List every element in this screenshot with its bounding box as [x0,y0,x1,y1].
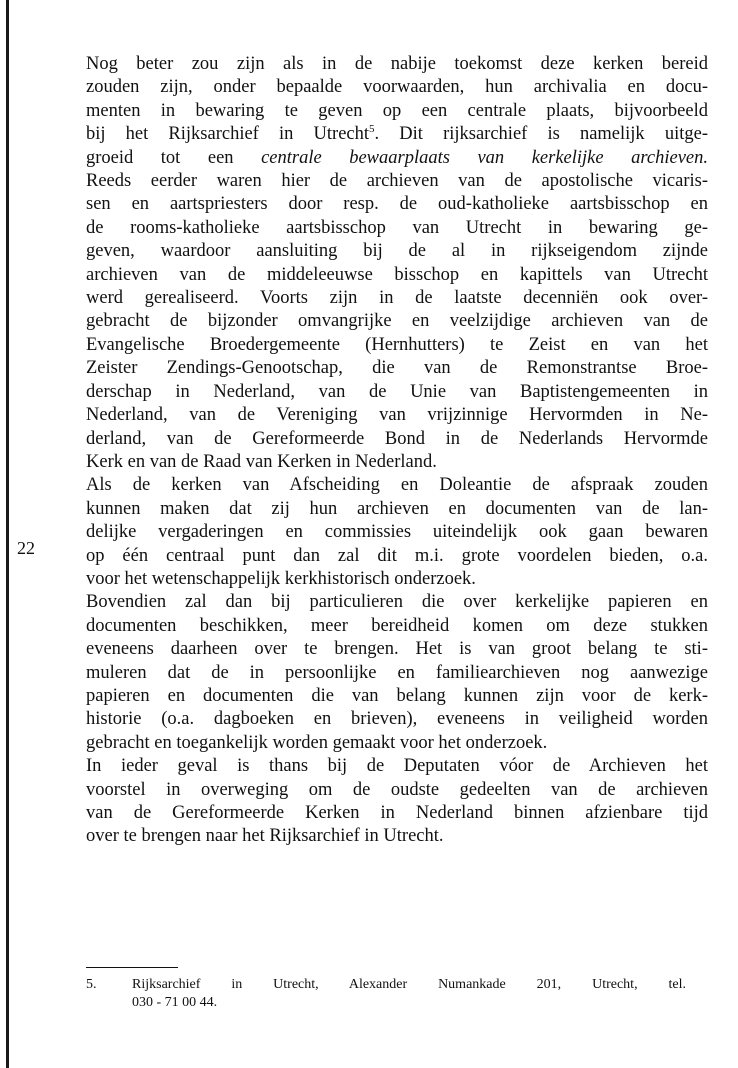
body-text [86,53,708,849]
text-line [86,147,708,170]
text-line: documenten beschikken, meer bereidheid komen om deze stukken [86,615,708,636]
text-line: kunnen maken dat zij hun archieven en documenten van de lan- [86,498,708,519]
text-fragment: bij het Rijksarchief in Utrecht [86,124,370,145]
text-line: sen en aartspriesters door resp. de oud-katholieke aartsbisschop en [86,194,708,215]
text-line: op één centraal punt dan zal dit m.i. grote voordelen bieden, o.a. [86,545,708,566]
text-line: derschap in Nederland, van de Unie van Baptistengemeenten in [86,381,708,402]
text-line: zouden zijn, onder bepaalde voorwaarden, hun archivalia en docu- [86,77,708,98]
emphasis-text: centrale bewaarplaats van kerkelijke archieven. [261,147,708,168]
text-line: voor het wetenschappelijk kerkhistorisch onderzoek. [86,568,476,589]
footnote-row [86,976,686,1012]
text-line: Nederland, van de Vereniging van vrijzinnige Hervormden in Ne- [86,405,708,426]
footnote-separator [86,967,178,968]
footnote [86,976,686,1012]
text-line: Reeds eerder waren hier de archieven van de apostolische vicaris- [86,171,708,192]
text-fragment: . Dit rijksarchief is namelijk uitge- [374,124,708,145]
footnote-line: Rijksarchief in Utrecht, Alexander Numankade 201, Utrecht, tel. [132,977,686,992]
paragraph-1 [86,53,708,474]
text-line: geven, waardoor aansluiting bij de al in rijkseigendom zijnde [86,241,708,262]
text-line: voorstel in overweging om de oudste gedeelten van de archieven [86,779,708,800]
footnote-number: 5. [86,977,97,992]
text-line: papieren en documenten die van belang kunnen zijn voor de kerk- [86,685,708,706]
text-line: Evangelische Broedergemeente (Hernhutters) te Zeist en van het [86,334,708,355]
text-line: over te brengen naar het Rijksarchief in Utrecht. [86,826,444,847]
text-line: Nog beter zou zijn als in de nabije toekomst deze kerken bereid [86,54,708,74]
footnote-reference: 5 [369,123,375,136]
paragraph-2 [86,474,708,591]
text-line: de rooms-katholieke aartsbisschop van Utrecht in bewaring ge- [86,217,708,238]
text-line: Als de kerken van Afscheiding en Doleantie de afspraak zouden [86,475,708,496]
text-line: werd gerealiseerd. Voorts zijn in de laatste decenniën ook over- [86,288,708,309]
text-line: eveneens daarheen over te brengen. Het is van groot belang te sti- [86,639,708,660]
left-margin-rule [6,0,9,1068]
text-line: historie (o.a. dagboeken en brieven), eveneens in veiligheid worden [86,709,708,730]
text-line [86,123,708,146]
page-number: 22 [17,538,35,558]
text-line: In ieder geval is thans bij de Deputaten vóor de Archieven het [86,756,708,777]
paragraph-3 [86,591,708,755]
text-line: Zeister Zendings-Genootschap, die van de Remonstrantse Broe- [86,358,708,379]
text-line: delijke vergaderingen en commissies uiteindelijk ook gaan bewaren [86,522,708,543]
text-line: menten in bewaring te geven op een centrale plaats, bijvoorbeeld [86,100,708,121]
footnote-line: 030 - 71 00 44. [132,995,218,1010]
text-line: Kerk en van de Raad van Kerken in Nederland. [86,451,437,472]
text-line: muleren dat de in persoonlijke en familiearchieven nog aanwezige [86,662,708,683]
footnote-text [132,976,686,1012]
text-fragment: groeid tot een [86,147,262,168]
text-line: Bovendien zal dan bij particulieren die over kerkelijke papieren en [86,592,708,613]
text-line: van de Gereformeerde Kerken in Nederland binnen afzienbare tijd [86,803,708,823]
text-line: derland, van de Gereformeerde Bond in de Nederlands Hervormde [86,428,708,449]
text-line: gebracht de bijzonder omvangrijke en veelzijdige archieven van de [86,311,708,332]
text-line: archieven van de middeleeuwse bisschop en kapittels van Utrecht [86,264,708,285]
paragraph-4 [86,755,708,849]
text-line: gebracht en toegankelijk worden gemaakt voor het onderzoek. [86,732,548,753]
